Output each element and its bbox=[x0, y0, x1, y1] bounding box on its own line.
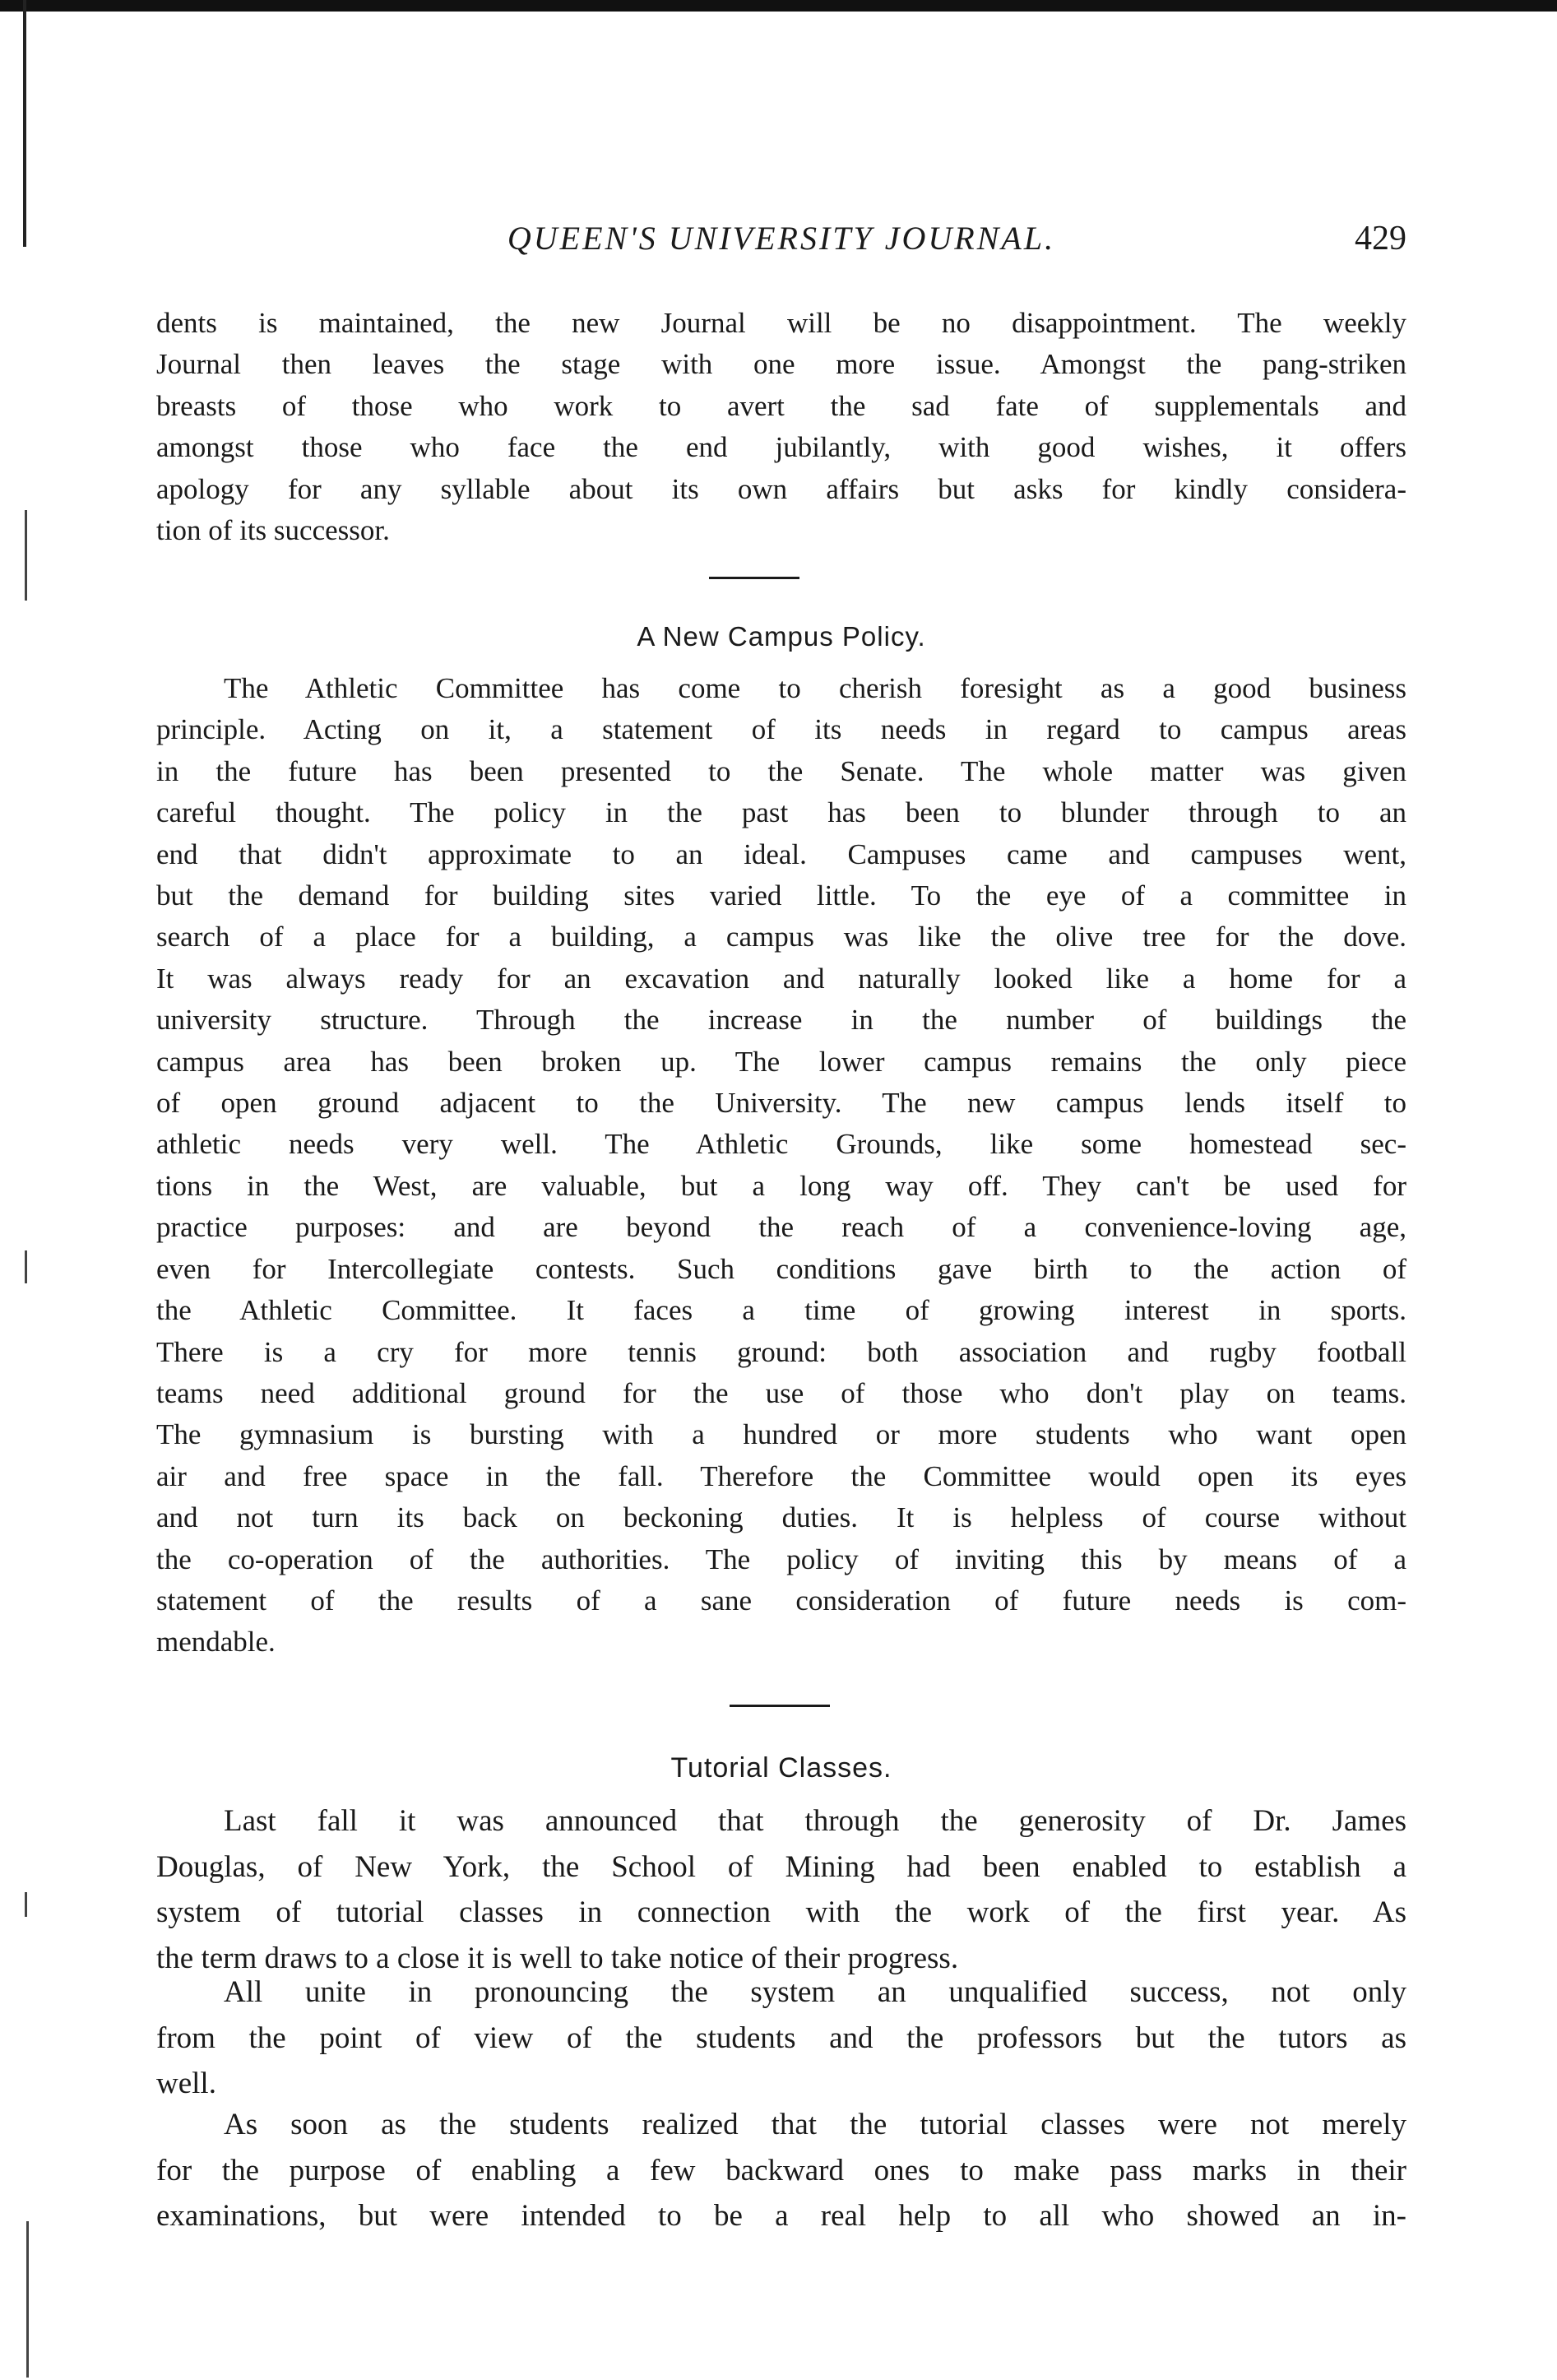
text-line: teams need additional ground for the use of those who don't play on teams. bbox=[156, 1376, 1406, 1409]
text-line: The gymnasium is bursting with a hundred or more students who want open bbox=[156, 1418, 1406, 1451]
text-line: tion of its successor. bbox=[156, 514, 390, 547]
text-line: and not turn its back on beckoning duties. It is helpless of course without bbox=[156, 1501, 1406, 1534]
journal-title: QUEEN'S UNIVERSITY JOURNAL. bbox=[507, 220, 1056, 257]
text-line: dents is maintained, the new Journal will be no disappointment. The weekly bbox=[156, 307, 1406, 339]
text-line: athletic needs very well. The Athletic Grounds, like some homestead sec- bbox=[156, 1128, 1406, 1161]
scan-mark bbox=[25, 1250, 27, 1283]
campus-policy-heading: A New Campus Policy. bbox=[637, 621, 926, 652]
text-line: for the purpose of enabling a few backward ones to make pass marks in their bbox=[156, 2153, 1406, 2187]
text-line: As soon as the students realized that the tutorial classes were not merely bbox=[224, 2108, 1406, 2141]
scan-mark bbox=[25, 510, 27, 601]
text-line: careful thought. The policy in the past has been to blunder through to an bbox=[156, 796, 1406, 829]
text-line: It was always ready for an excavation and naturally looked like a home for a bbox=[156, 962, 1406, 995]
text-line: practice purposes: and are beyond the reach of a convenience-loving age, bbox=[156, 1211, 1406, 1244]
text-line: tions in the West, are valuable, but a long way off. They can't be used for bbox=[156, 1169, 1406, 1202]
text-line: university structure. Through the increase in the number of buildings the bbox=[156, 1004, 1406, 1037]
text-line: principle. Acting on it, a statement of its needs in regard to campus areas bbox=[156, 713, 1406, 746]
text-line: There is a cry for more tennis ground: both association and rugby football bbox=[156, 1335, 1406, 1368]
text-line: in the future has been presented to the Senate. The whole matter was given bbox=[156, 754, 1406, 787]
text-line: The Athletic Committee has come to cherish foresight as a good business bbox=[224, 672, 1406, 704]
section-divider bbox=[709, 577, 799, 579]
text-line: mendable. bbox=[156, 1626, 276, 1659]
section-divider bbox=[730, 1705, 830, 1707]
campus-policy-paragraph bbox=[156, 668, 1406, 1663]
tutorial-paragraph-2 bbox=[156, 1969, 1406, 2107]
text-line: search of a place for a building, a campus was like the olive tree for the dove. bbox=[156, 921, 1406, 953]
page-header bbox=[156, 216, 1406, 273]
text-line: breasts of those who work to avert the sad fate of supplementals and bbox=[156, 389, 1406, 422]
text-line: of open ground adjacent to the University. The new campus lends itself to bbox=[156, 1087, 1406, 1120]
page-top-border bbox=[0, 0, 1557, 12]
tutorial-paragraph-1 bbox=[156, 1798, 1406, 1981]
text-line: but the demand for building sites varied little. To the eye of a committee in bbox=[156, 879, 1406, 912]
text-line: Last fall it was announced that through the generosity of Dr. James bbox=[224, 1804, 1406, 1838]
text-line: the Athletic Committee. It faces a time of growing interest in sports. bbox=[156, 1294, 1406, 1327]
text-line: the term draws to a close it is well to take notice of their progress. bbox=[156, 1941, 959, 1975]
text-line: well. bbox=[156, 2067, 216, 2100]
page-left-edge bbox=[23, 0, 26, 247]
intro-paragraph bbox=[156, 303, 1406, 551]
tutorial-classes-heading: Tutorial Classes. bbox=[670, 1752, 892, 1784]
tutorial-paragraph-3 bbox=[156, 2102, 1406, 2239]
text-line: end that didn't approximate to an ideal. Campuses came and campuses went, bbox=[156, 837, 1406, 870]
text-line: apology for any syllable about its own affairs but asks for kindly considera- bbox=[156, 472, 1406, 505]
text-line: All unite in pronouncing the system an unqualified success, not only bbox=[224, 1975, 1406, 2009]
text-line: statement of the results of a sane consideration of future needs is com- bbox=[156, 1584, 1406, 1617]
scan-mark bbox=[25, 1892, 27, 1917]
scan-mark bbox=[26, 2221, 29, 2378]
text-line: system of tutorial classes in connection with the work of the first year. As bbox=[156, 1895, 1406, 1929]
page-number: 429 bbox=[1355, 220, 1406, 257]
text-line: Journal then leaves the stage with one more issue. Amongst the pang-striken bbox=[156, 348, 1406, 381]
text-line: from the point of view of the students and the professors but the tutors as bbox=[156, 2020, 1406, 2055]
text-line: amongst those who face the end jubilantly, with good wishes, it offers bbox=[156, 431, 1406, 464]
text-line: the co-operation of the authorities. The policy of inviting this by means of a bbox=[156, 1543, 1406, 1575]
text-line: even for Intercollegiate contests. Such conditions gave birth to the action of bbox=[156, 1252, 1406, 1285]
text-line: campus area has been broken up. The lower campus remains the only piece bbox=[156, 1045, 1406, 1078]
text-line: examinations, but were intended to be a real help to all who showed an in- bbox=[156, 2199, 1406, 2233]
text-line: air and free space in the fall. Therefore the Committee would open its eyes bbox=[156, 1459, 1406, 1492]
text-line: Douglas, of New York, the School of Mining had been enabled to establish a bbox=[156, 1849, 1406, 1884]
